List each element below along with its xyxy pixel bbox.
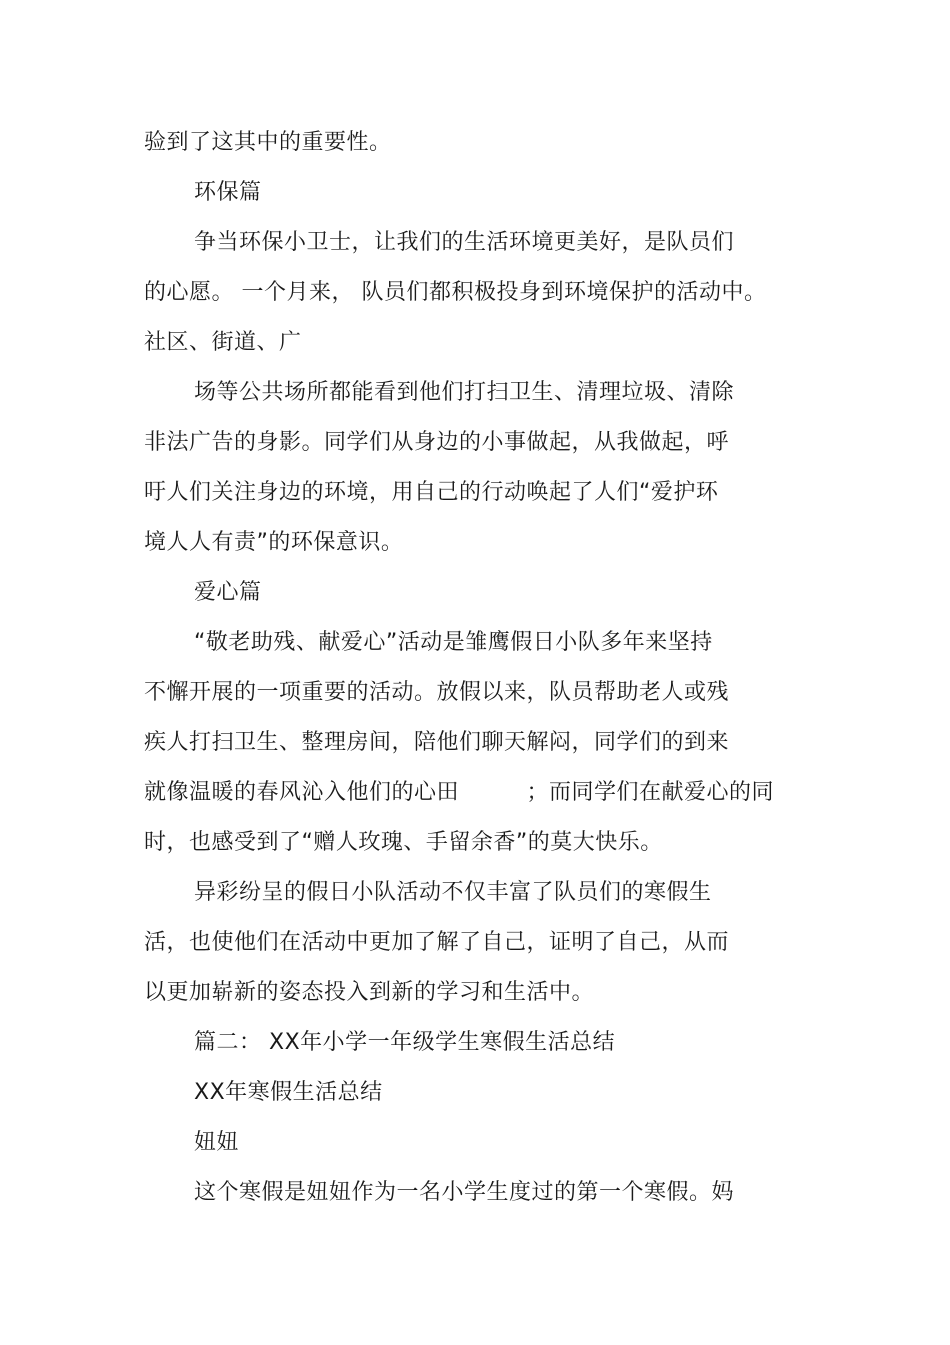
text-line: 活，也使他们在活动中更加了解了自己，证明了自己，从而 [144, 930, 730, 955]
article-subtitle: XX年寒假生活总结 [194, 1080, 383, 1105]
text-line: 非法广告的身影。同学们从身边的小事做起，从我做起，呼 [144, 430, 730, 455]
text-line: 就像温暖的春风沁入他们的心田 ；而同学们在献爱心的同 [144, 780, 775, 805]
article-title: 篇二： XX年小学一年级学生寒假生活总结 [194, 1030, 616, 1055]
text-line: 这个寒假是妞妞作为一名小学生度过的第一个寒假。妈 [194, 1180, 735, 1205]
text-line: 争当环保小卫士，让我们的生活环境更美好，是队员们 [194, 230, 735, 255]
text-line: 时，也感受到了“赠人玫瑰、手留余香”的莫大快乐。 [144, 830, 663, 855]
section-heading-environment: 环保篇 [194, 180, 262, 205]
text-line: “敬老助残、献爱心”活动是雏鹰假日小队多年来坚持 [194, 630, 713, 655]
text-line: 以更加崭新的姿态投入到新的学习和生活中。 [144, 980, 595, 1005]
section-heading-love: 爱心篇 [194, 580, 262, 605]
text-line: 不懈开展的一项重要的活动。放假以来，队员帮助老人或残 [144, 680, 730, 705]
text-line: 场等公共场所都能看到他们打扫卫生、清理垃圾、清除 [194, 380, 735, 405]
text-line: 境人人有责”的环保意识。 [144, 530, 404, 555]
text-line: 社区、街道、广 [144, 330, 302, 355]
text-line: 疾人打扫卫生、整理房间，陪他们聊天解闷，同学们的到来 [144, 730, 730, 755]
text-line: 验到了这其中的重要性。 [144, 130, 392, 155]
text-line: 吁人们关注身边的环境，用自己的行动唤起了人们“爱护环 [144, 480, 719, 505]
text-line: 异彩纷呈的假日小队活动不仅丰富了队员们的寒假生 [194, 880, 712, 905]
author-name: 妞妞 [194, 1130, 240, 1155]
text-line: 的心愿。 一个月来， 队员们都积极投身到环境保护的活动中。 [144, 280, 767, 305]
